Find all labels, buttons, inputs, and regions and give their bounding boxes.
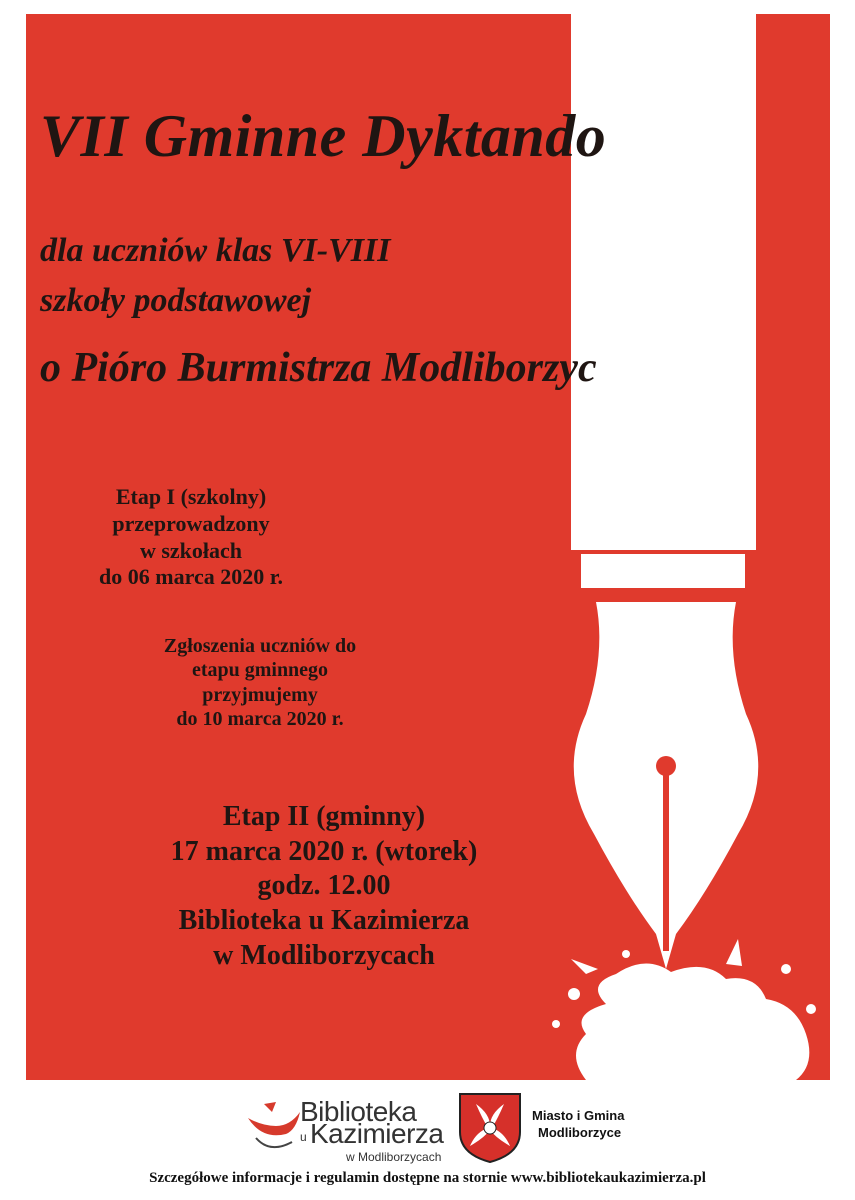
stage-one-line: Etap I (szkolny)	[115, 484, 267, 509]
city-line-1: Miasto i Gmina	[532, 1108, 625, 1123]
stage-two-line: 17 marca 2020 r. (wtorek)	[170, 835, 478, 867]
poster-title: VII Gminne Dyktando	[40, 103, 607, 169]
city-label	[532, 1108, 624, 1142]
library-logo-icon	[242, 1098, 302, 1158]
footer-logos	[0, 1086, 855, 1164]
library-name-line-2: Kazimierza	[310, 1118, 444, 1149]
registration-line: etapu gminnego	[191, 659, 329, 682]
poster-background	[26, 14, 830, 1080]
library-name-line-1: Biblioteka	[300, 1096, 417, 1127]
stage-one-line: do 06 marca 2020 r.	[99, 564, 283, 590]
stage-two-line: Etap II (gminny)	[222, 801, 426, 832]
stage-two-line: w Modliborzycach	[213, 939, 435, 971]
city-line-2: Modliborzyce	[538, 1124, 622, 1140]
footer-info: Szczegółowe informacje i regulamin dostępne na stornie www.bibliotekaukazimierza.pl	[149, 1170, 706, 1186]
registration-line: przyjmujemy	[202, 683, 318, 706]
stage-two-line: Biblioteka u Kazimierza	[178, 905, 470, 937]
registration-info	[110, 634, 410, 732]
library-name-u: u	[300, 1130, 307, 1144]
library-logo	[242, 1096, 442, 1162]
stage-one-info	[46, 484, 336, 591]
coat-of-arms-icon	[458, 1092, 522, 1164]
registration-line: Zgłoszenia uczniów do	[163, 635, 357, 657]
subtitle-line-1: dla uczniów klas VI-VIII	[40, 232, 391, 269]
stage-two-info	[126, 800, 522, 974]
stage-two-line: godz. 12.00	[257, 870, 391, 902]
library-name-line-3: w Modliborzycach	[346, 1150, 442, 1164]
stage-one-line: przeprowadzony	[112, 510, 270, 536]
subtitle-line-2: szkoły podstawowej	[40, 282, 312, 319]
stage-one-line: w szkołach	[139, 537, 243, 563]
subtitle-line-3: o Pióro Burmistrza Modliborzyc	[40, 345, 597, 391]
registration-line: do 10 marca 2020 r.	[176, 708, 344, 731]
